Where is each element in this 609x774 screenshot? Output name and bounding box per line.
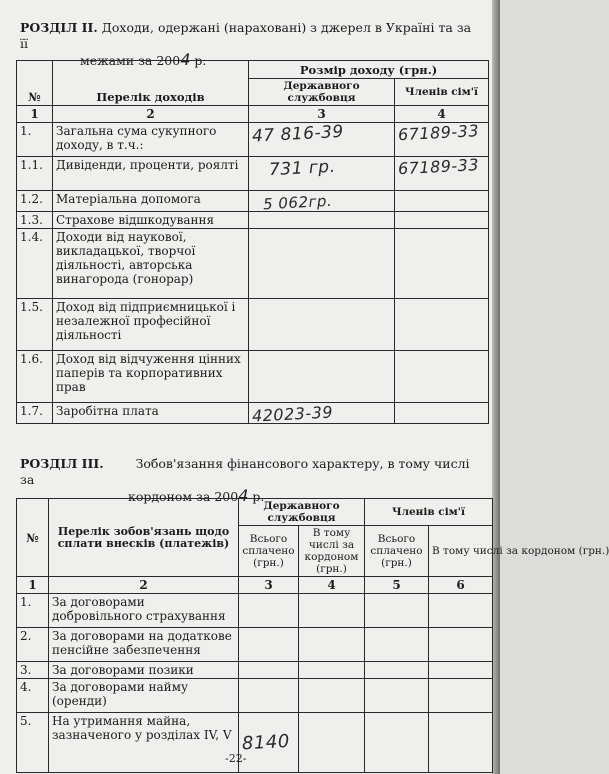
- col-header-no: №: [17, 61, 53, 106]
- section2-label: РОЗДІЛ ІІ.: [20, 20, 98, 35]
- col-header-total-paid: Всього сплачено (грн.): [239, 526, 299, 577]
- col-header-abroad: В тому числі за кордоном (грн.): [299, 526, 365, 577]
- empty-cell: [249, 299, 395, 351]
- row-label: За договорами позики: [49, 662, 239, 679]
- handwritten-value: 5 062гр.: [262, 191, 333, 214]
- obligations-table: [16, 498, 609, 773]
- index-cell: 3: [249, 106, 395, 123]
- row-label: За договорами на додаткове пенсійне забезпечення: [49, 628, 239, 662]
- row-number: 1.3.: [17, 212, 53, 229]
- col-header-income-list: Перелік доходів: [53, 61, 249, 106]
- empty-cell: [249, 212, 395, 229]
- table-row: [17, 123, 489, 157]
- col-header-abroad: В тому числі за кордоном (грн.): [429, 526, 493, 577]
- table-row: [17, 679, 493, 713]
- row-number: 1.7.: [17, 403, 53, 424]
- row-label: На утримання майна, зазначеного у розділах IV, V: [49, 713, 239, 773]
- row-number: 5.: [17, 713, 49, 773]
- table-row: [17, 212, 489, 229]
- row-number: 4.: [17, 679, 49, 713]
- table-row: [17, 403, 489, 424]
- table-row: [17, 662, 493, 679]
- col-header-official: Державного службовця: [249, 79, 395, 106]
- table-row: [17, 351, 489, 403]
- col-header-no: №: [17, 499, 49, 577]
- table-row: [17, 628, 493, 662]
- row-number: 1.1.: [17, 157, 53, 191]
- handwritten-value: 731 гр.: [268, 156, 337, 181]
- row-label: Заробітна плата: [53, 403, 249, 424]
- section3-title: Зобов'язання фінансового характеру, в тому числі за: [20, 456, 470, 487]
- table-row: [17, 713, 493, 773]
- index-cell: 4: [395, 106, 489, 123]
- row-number: 2.: [17, 628, 49, 662]
- table-row: [17, 157, 489, 191]
- section2-year-digit: 4: [180, 50, 191, 69]
- row-label: За договорами добровільного страхування: [49, 594, 239, 628]
- empty-cell: [395, 229, 489, 299]
- handwritten-value: 42023-39: [251, 402, 334, 426]
- section2-title: Доходи, одержані (нараховані) з джерел в Україні та за її: [20, 20, 472, 51]
- row-label: Загальна сума сукупного доходу, в т.ч.:: [53, 123, 249, 157]
- index-cell: 2: [53, 106, 249, 123]
- section3-title-line2: кордоном за 200: [128, 489, 239, 504]
- table-row: [17, 191, 489, 212]
- empty-cell: [395, 191, 489, 212]
- index-cell: 1: [17, 106, 53, 123]
- col-header-family: Членів сім'ї: [365, 499, 493, 526]
- col-header-income-size: Розмір доходу (грн.): [249, 61, 489, 79]
- handwritten-value: 67189-33: [397, 121, 480, 145]
- row-label: Страхове відшкодування: [53, 212, 249, 229]
- empty-cell: [395, 212, 489, 229]
- handwritten-value: 47 816-39: [251, 121, 345, 147]
- section3-year-digit: 4: [238, 486, 249, 505]
- empty-cell: [239, 628, 299, 662]
- col-header-family: Членів сім'ї: [395, 79, 489, 106]
- page-number: -22-: [225, 752, 247, 765]
- col-header-official: Державного службовця: [239, 499, 365, 526]
- index-cell: 4: [299, 577, 365, 594]
- empty-cell: [239, 679, 299, 713]
- index-cell: 1: [17, 577, 49, 594]
- row-number: 1.: [17, 123, 53, 157]
- income-table: [16, 60, 489, 424]
- row-label: Доходи від наукової, викладацької, творчої діяльності, авторська винагорода (гонорар): [53, 229, 249, 299]
- empty-cell: [249, 229, 395, 299]
- section2-title-line2: межами за 200: [80, 53, 181, 68]
- row-label: Доход від відчуження цінних паперів та корпоративних прав: [53, 351, 249, 403]
- index-cell: 2: [49, 577, 239, 594]
- section3-label: РОЗДІЛ ІІІ.: [20, 456, 104, 471]
- handwritten-value: 8140: [241, 730, 291, 754]
- empty-cell: [395, 351, 489, 403]
- table-row: [17, 229, 489, 299]
- index-cell: 5: [365, 577, 429, 594]
- section2-title-year-suffix: р.: [194, 53, 207, 68]
- row-label: Дивіденди, проценти, роялті: [53, 157, 249, 191]
- col-header-obligations-list: Перелік зобов'язань щодо сплати внесків (платежів): [49, 499, 239, 577]
- empty-cell: [239, 594, 299, 628]
- index-cell: 3: [239, 577, 299, 594]
- section3-title-year-suffix: р.: [252, 489, 265, 504]
- row-number: 1.4.: [17, 229, 53, 299]
- row-number: 1.6.: [17, 351, 53, 403]
- row-number: 1.2.: [17, 191, 53, 212]
- row-number: 1.: [17, 594, 49, 628]
- row-label: За договорами найму (оренди): [49, 679, 239, 713]
- empty-cell: [395, 299, 489, 351]
- row-label: Матеріальна допомога: [53, 191, 249, 212]
- row-number: 3.: [17, 662, 49, 679]
- page-edge: [492, 0, 500, 774]
- row-number: 1.5.: [17, 299, 53, 351]
- row-label: Доход від підприємницької і незалежної професійної діяльності: [53, 299, 249, 351]
- col-header-total-paid: Всього сплачено (грн.): [365, 526, 429, 577]
- handwritten-value: 67189-33: [397, 155, 480, 179]
- empty-cell: [395, 403, 489, 424]
- table-row: [17, 299, 489, 351]
- table-row: [17, 594, 493, 628]
- index-cell: 6: [429, 577, 493, 594]
- empty-cell: [249, 351, 395, 403]
- empty-cell: [239, 662, 299, 679]
